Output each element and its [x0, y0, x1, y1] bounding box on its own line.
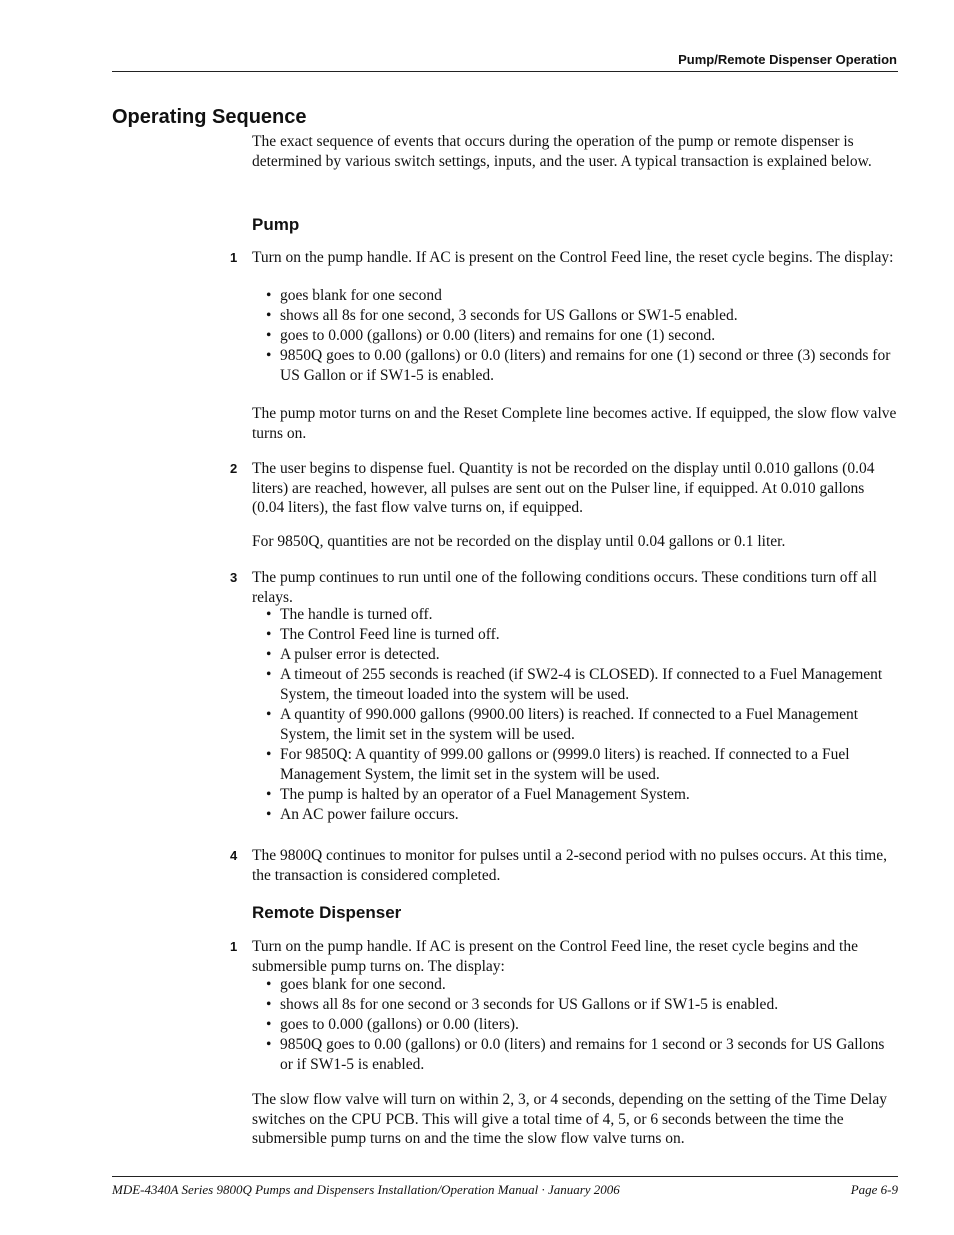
pump-step-1-text: Turn on the pump handle. If AC is present on the Control Feed line, the reset cycle begins. The display: [252, 249, 894, 266]
footer-page-number: Page 6-9 [850, 1182, 898, 1197]
list-item: • goes blank for one second [266, 287, 442, 304]
remote-step-1-text: Turn on the pump handle. If AC is present on the Control Feed line, the reset cycle begins and the submersible pump turns on. The display: [252, 938, 858, 975]
list-item: • A timeout of 255 seconds is reached (if SW2-4 is CLOSED). If connected to a Fuel Management System, the timeout loaded into the system will be used. [266, 666, 883, 703]
pump-step-3-number: 3 [230, 570, 238, 585]
pump-step-3-bullets [264, 605, 898, 825]
list-item: • The handle is turned off. [266, 606, 433, 623]
remote-step-1-after: The slow flow valve will turn on within 2, 3, or 4 seconds, depending on the setting of the Time Delay switches on the CPU PCB. This will give a total time of 4, 5, or 6 seconds between the time the submersible pump turns on and the time the slow flow valve turns on. [252, 1091, 887, 1147]
pump-step-2-after: For 9850Q, quantities are not be recorded on the display until 0.04 gallons or 0.1 liter. [252, 533, 786, 550]
footer-rule [112, 1176, 898, 1177]
list-item: • An AC power failure occurs. [266, 806, 459, 823]
pump-step-3-text: The pump continues to run until one of the following conditions occurs. These conditions turn off all relays. [252, 569, 877, 606]
section-title: Operating Sequence [112, 106, 307, 128]
list-item: • goes to 0.000 (gallons) or 0.00 (liters). [266, 1016, 519, 1033]
pump-step-4-number: 4 [230, 848, 238, 863]
pump-step-2-number: 2 [230, 461, 238, 476]
pump-step-1-bullets [264, 286, 898, 386]
list-item: • A quantity of 990.000 gallons (9900.00 liters) is reached. If connected to a Fuel Management System, the limit set in the system will be used. [266, 706, 859, 743]
running-header: Pump/Remote Dispenser Operation [678, 52, 897, 67]
intro-paragraph: The exact sequence of events that occurs during the operation of the pump or remote dispenser is determined by various switch settings, inputs, and the user. A typical transaction is explained below. [252, 133, 872, 170]
remote-step-1-number: 1 [230, 939, 238, 954]
list-item: • goes blank for one second. [266, 976, 446, 993]
list-item: • shows all 8s for one second, 3 seconds for US Gallons or SW1-5 enabled. [266, 307, 738, 324]
pump-step-4-text: The 9800Q continues to monitor for pulses until a 2-second period with no pulses occurs. At this time, the transaction is considered completed. [252, 847, 887, 884]
pump-heading: Pump [252, 215, 300, 234]
list-item: • goes to 0.000 (gallons) or 0.00 (liters) and remains for one (1) second. [266, 327, 716, 344]
list-item: • shows all 8s for one second or 3 seconds for US Gallons or if SW1-5 is enabled. [266, 996, 779, 1013]
pump-step-1-after: The pump motor turns on and the Reset Complete line becomes active. If equipped, the slow flow valve turns on. [252, 405, 897, 442]
list-item: • 9850Q goes to 0.00 (gallons) or 0.0 (liters) and remains for 1 second or 3 seconds for US Gallons or if SW1-5 is enabled. [266, 1036, 885, 1073]
pump-step-2-text: The user begins to dispense fuel. Quantity is not be recorded on the display until 0.010 gallons (0.04 liters) are reached, however, all pulses are sent out on the Pulser line, if equipped. At 0.010 gallons (0.04 liters), the fast flow valve turns on, if equipped. [252, 460, 875, 516]
list-item: • A pulser error is detected. [266, 646, 440, 663]
remote-dispenser-heading: Remote Dispenser [252, 903, 402, 922]
list-item: • 9850Q goes to 0.00 (gallons) or 0.0 (liters) and remains for one (1) second or three (3) seconds for US Gallon or if SW1-5 is enabled. [266, 347, 891, 384]
pump-step-1-number: 1 [230, 250, 238, 265]
header-rule [112, 71, 898, 72]
list-item: • For 9850Q: A quantity of 999.00 gallons or (9999.0 liters) is reached. If connected to a Fuel Management System, the limit set in the system will be used. [266, 746, 850, 783]
footer-document-title: MDE-4340A Series 9800Q Pumps and Dispensers Installation/Operation Manual · January 2006 [112, 1182, 620, 1197]
list-item: • The pump is halted by an operator of a Fuel Management System. [266, 786, 690, 803]
remote-step-1-bullets [264, 975, 898, 1075]
list-item: • The Control Feed line is turned off. [266, 626, 500, 643]
